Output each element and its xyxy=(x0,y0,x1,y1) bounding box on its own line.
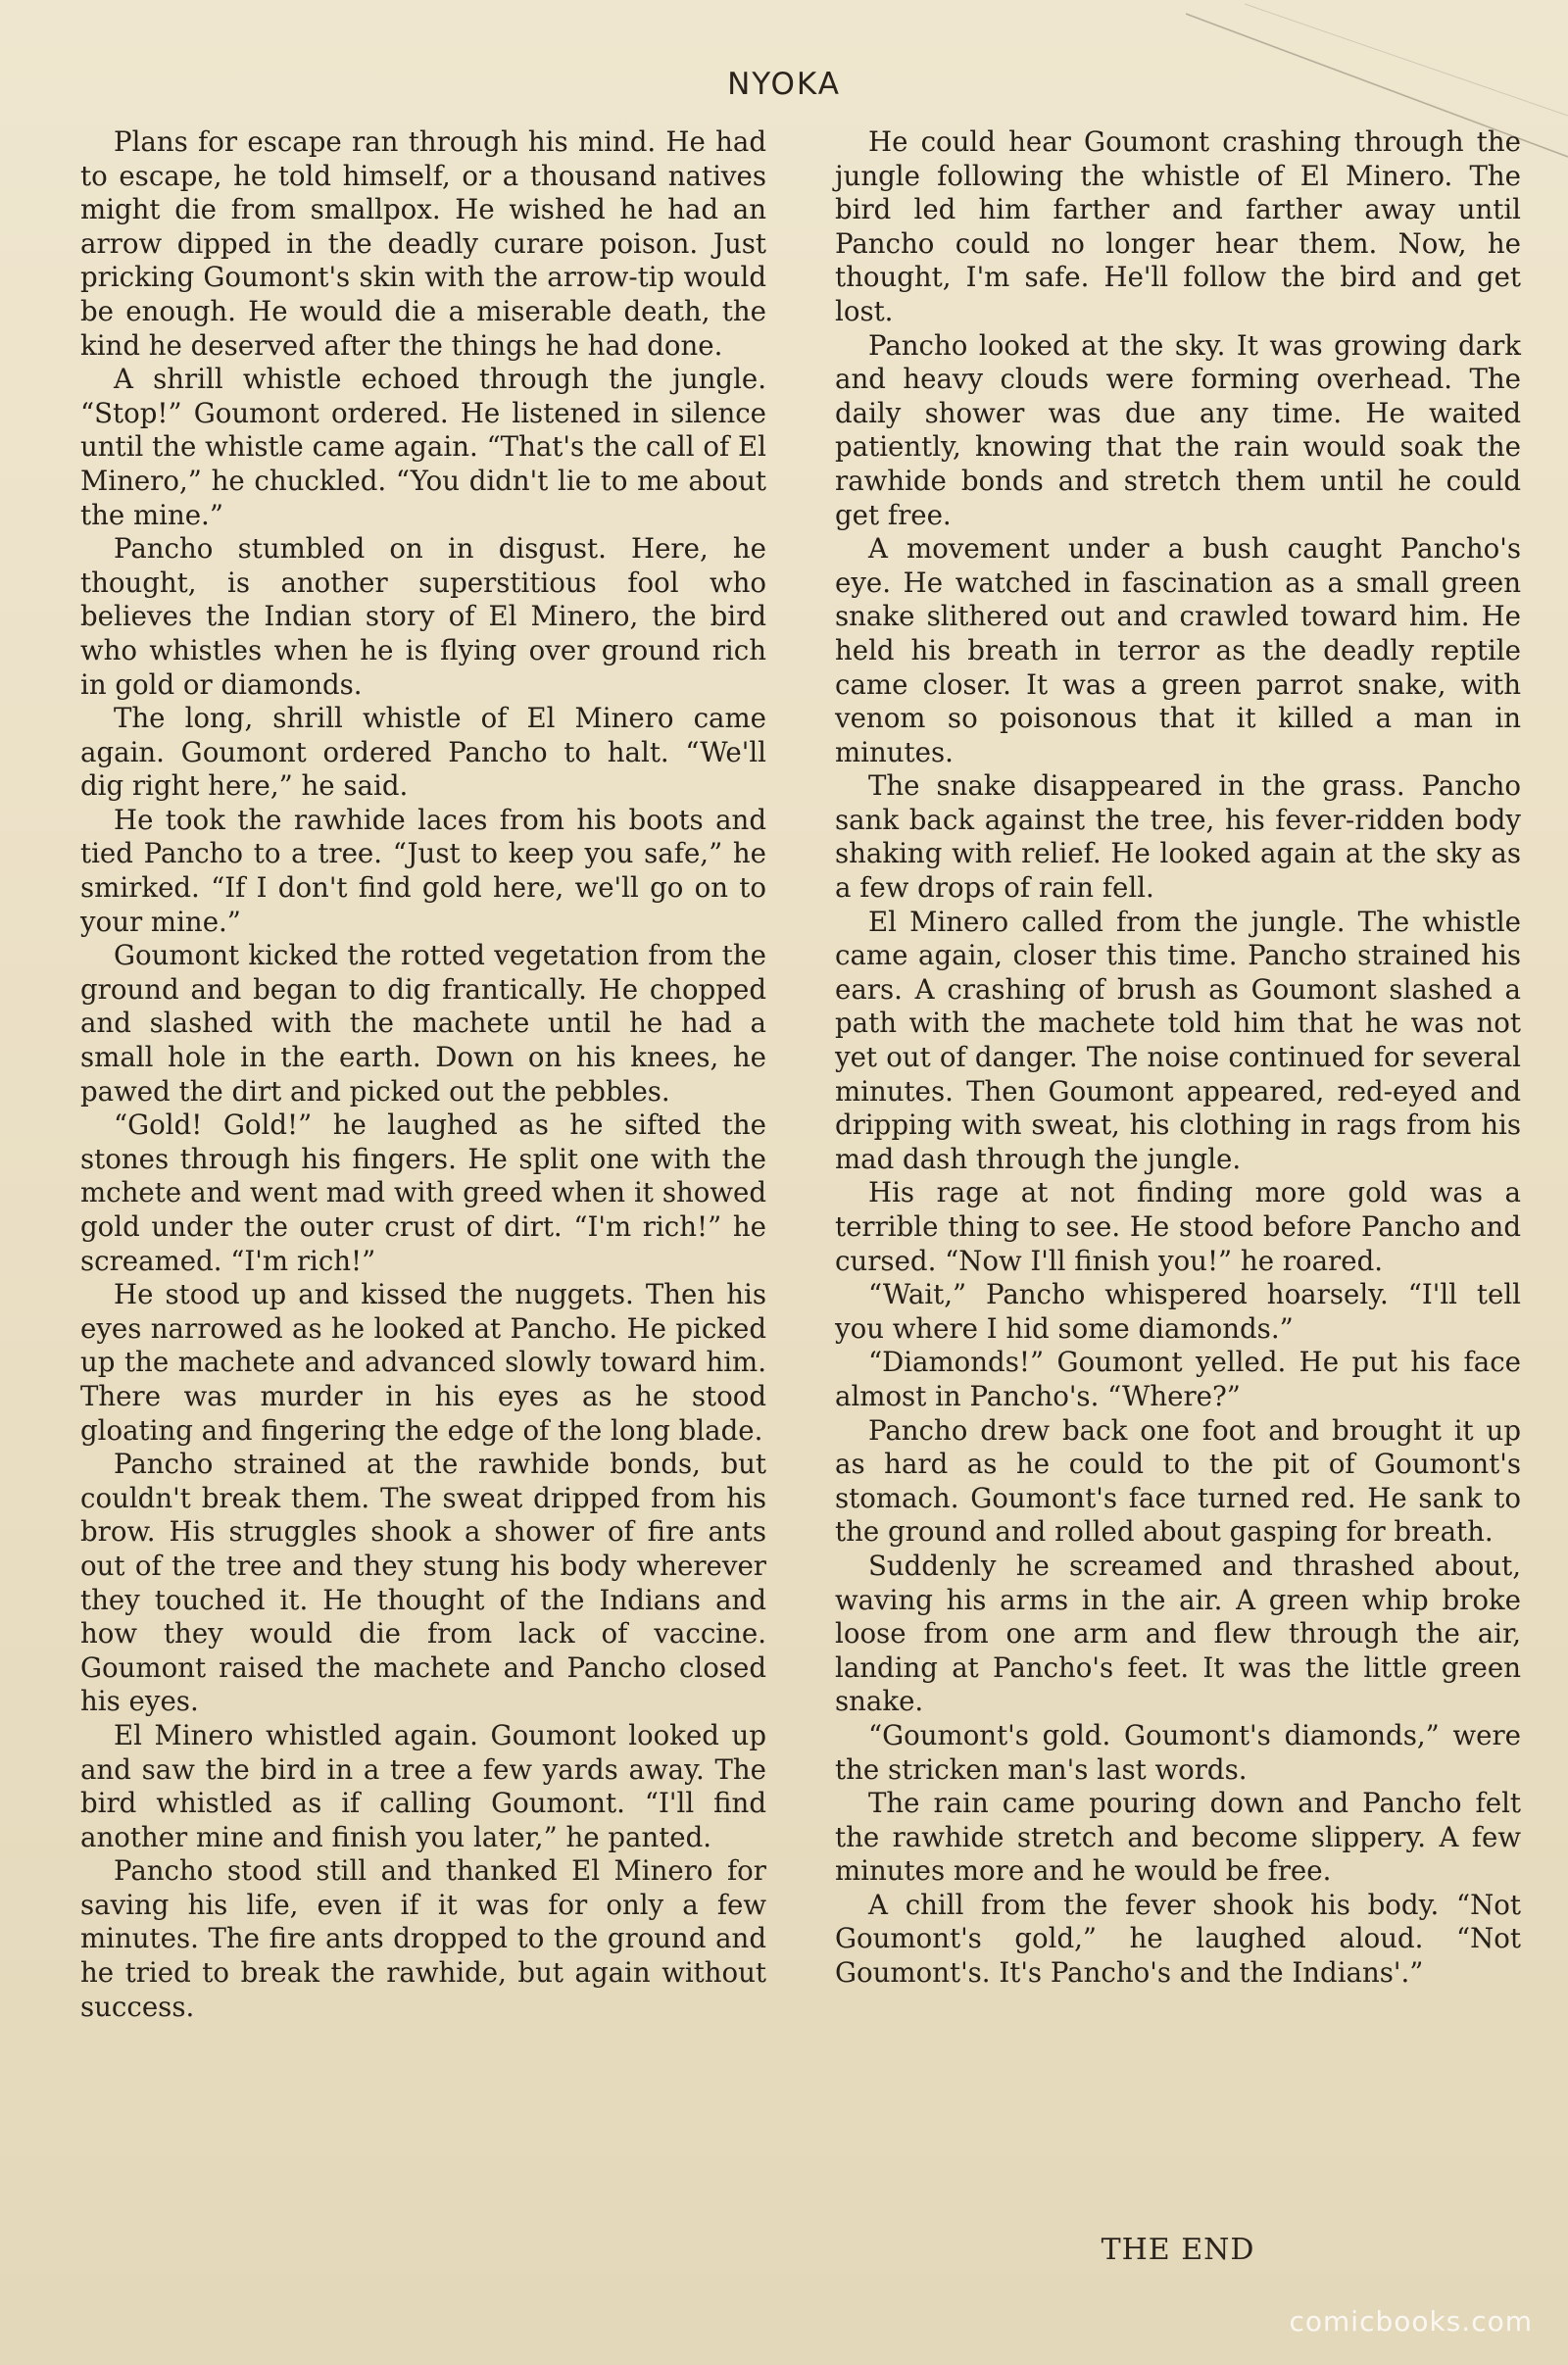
paragraph: He took the rawhide laces from his boots and tied Pancho to a tree. “Just to keep you safe,” he smirked. “If I don't find gold here, we'll go on to your mine.” xyxy=(80,803,766,938)
watermark: comicbooks.com xyxy=(1289,2305,1533,2338)
paragraph: Pancho looked at the sky. It was growing dark and heavy clouds were forming overhead. The daily shower was due any time. He waited patiently, knowing that the rain would soak the rawhide bonds and stretch them until he could get free. xyxy=(835,328,1521,531)
right-text-column xyxy=(835,125,1521,1991)
paragraph: A movement under a bush caught Pancho's eye. He watched in fascination as a small green snake slithered out and crawled toward him. He held his breath in terror as the deadly reptile came closer. It was a green parrot snake, with venom so poisonous that it killed a man in minutes. xyxy=(835,532,1521,768)
left-text-column xyxy=(80,125,766,2024)
paragraph: A chill from the fever shook his body. “Not Goumont's gold,” he laughed aloud. “Not Goumont's. It's Pancho's and the Indians'.” xyxy=(835,1888,1521,1990)
paragraph: Pancho stood still and thanked El Minero for saving his life, even if it was for only a few minutes. The fire ants dropped to the ground and he tried to break the rawhide, but again without success. xyxy=(80,1854,766,2023)
paragraph: He could hear Goumont crashing through the jungle following the whistle of El Minero. The bird led him farther and farther away until Pancho could no longer hear them. Now, he thought, I'm safe. He'll follow the bird and get lost. xyxy=(835,125,1521,327)
paragraph: “Wait,” Pancho whispered hoarsely. “I'll tell you where I hid some diamonds.” xyxy=(835,1278,1521,1345)
story-end-label: THE END xyxy=(1101,2233,1255,2267)
paragraph: His rage at not finding more gold was a terrible thing to see. He stood before Pancho and cursed. “Now I'll finish you!” he roared. xyxy=(835,1176,1521,1277)
paragraph: “Goumont's gold. Goumont's diamonds,” were the stricken man's last words. xyxy=(835,1718,1521,1786)
paragraph: A shrill whistle echoed through the jungle. “Stop!” Goumont ordered. He listened in silence until the whistle came again. “That's the call of El Minero,” he chuckled. “You didn't lie to me about the mine.” xyxy=(80,363,766,531)
paragraph: Pancho stumbled on in disgust. Here, he thought, is another superstitious fool who believes the Indian story of El Minero, the bird who whistles when he is flying over ground rich in gold or diamonds. xyxy=(80,532,766,701)
paragraph: The long, shrill whistle of El Minero came again. Goumont ordered Pancho to halt. “We'll dig right here,” he said. xyxy=(80,702,766,803)
paragraph: Pancho strained at the rawhide bonds, but couldn't break them. The sweat dripped from his brow. His struggles shook a shower of fire ants out of the tree and they stung his body wherever they touched it. He thought of the Indians and how they would die from lack of vaccine. Goumont raised the machete and Pancho closed his eyes. xyxy=(80,1448,766,1718)
page-header-title: NYOKA xyxy=(727,67,841,102)
paragraph: “Gold! Gold!” he laughed as he sifted the stones through his fingers. He split one with the mchete and went mad with greed when it showed gold under the outer crust of dirt. “I'm rich!” he screamed. “I'm rich!” xyxy=(80,1109,766,1277)
paragraph: Suddenly he screamed and thrashed about, waving his arms in the air. A green whip broke loose from one arm and flew through the air, landing at Pancho's feet. It was the little green snake. xyxy=(835,1549,1521,1718)
paragraph: Pancho drew back one foot and brought it up as hard as he could to the pit of Goumont's stomach. Goumont's face turned red. He sank to the ground and rolled about gasping for breath. xyxy=(835,1413,1521,1549)
paragraph: “Diamonds!” Goumont yelled. He put his face almost in Pancho's. “Where?” xyxy=(835,1346,1521,1412)
paragraph: He stood up and kissed the nuggets. Then his eyes narrowed as he looked at Pancho. He picked up the machete and advanced slowly toward him. There was murder in his eyes as he stood gloating and fingering the edge of the long blade. xyxy=(80,1278,766,1447)
paragraph: The rain came pouring down and Pancho felt the rawhide stretch and become slippery. A few minutes more and he would be free. xyxy=(835,1787,1521,1888)
paragraph: The snake disappeared in the grass. Pancho sank back against the tree, his fever-ridden body shaking with relief. He looked again at the sky as a few drops of rain fell. xyxy=(835,769,1521,905)
paragraph: Goumont kicked the rotted vegetation from the ground and began to dig frantically. He chopped and slashed with the machete until he had a small hole in the earth. Down on his knees, he pawed the dirt and picked out the pebbles. xyxy=(80,939,766,1108)
paragraph: El Minero whistled again. Goumont looked up and saw the bird in a tree a few yards away. The bird whistled as if calling Goumont. “I'll find another mine and finish you later,” he panted. xyxy=(80,1718,766,1853)
paragraph: El Minero called from the jungle. The whistle came again, closer this time. Pancho strained his ears. A crashing of brush as Goumont slashed a path with the machete told him that he was not yet out of danger. The noise continued for several minutes. Then Goumont appeared, red-eyed and dripping with sweat, his clothing in rags from his mad dash through the jungle. xyxy=(835,905,1521,1175)
paragraph: Plans for escape ran through his mind. He had to escape, he told himself, or a thousand natives might die from smallpox. He wished he had an arrow dipped in the deadly curare poison. Just pricking Goumont's skin with the arrow-tip would be enough. He would die a miserable death, the kind he deserved after the things he had done. xyxy=(80,125,766,362)
